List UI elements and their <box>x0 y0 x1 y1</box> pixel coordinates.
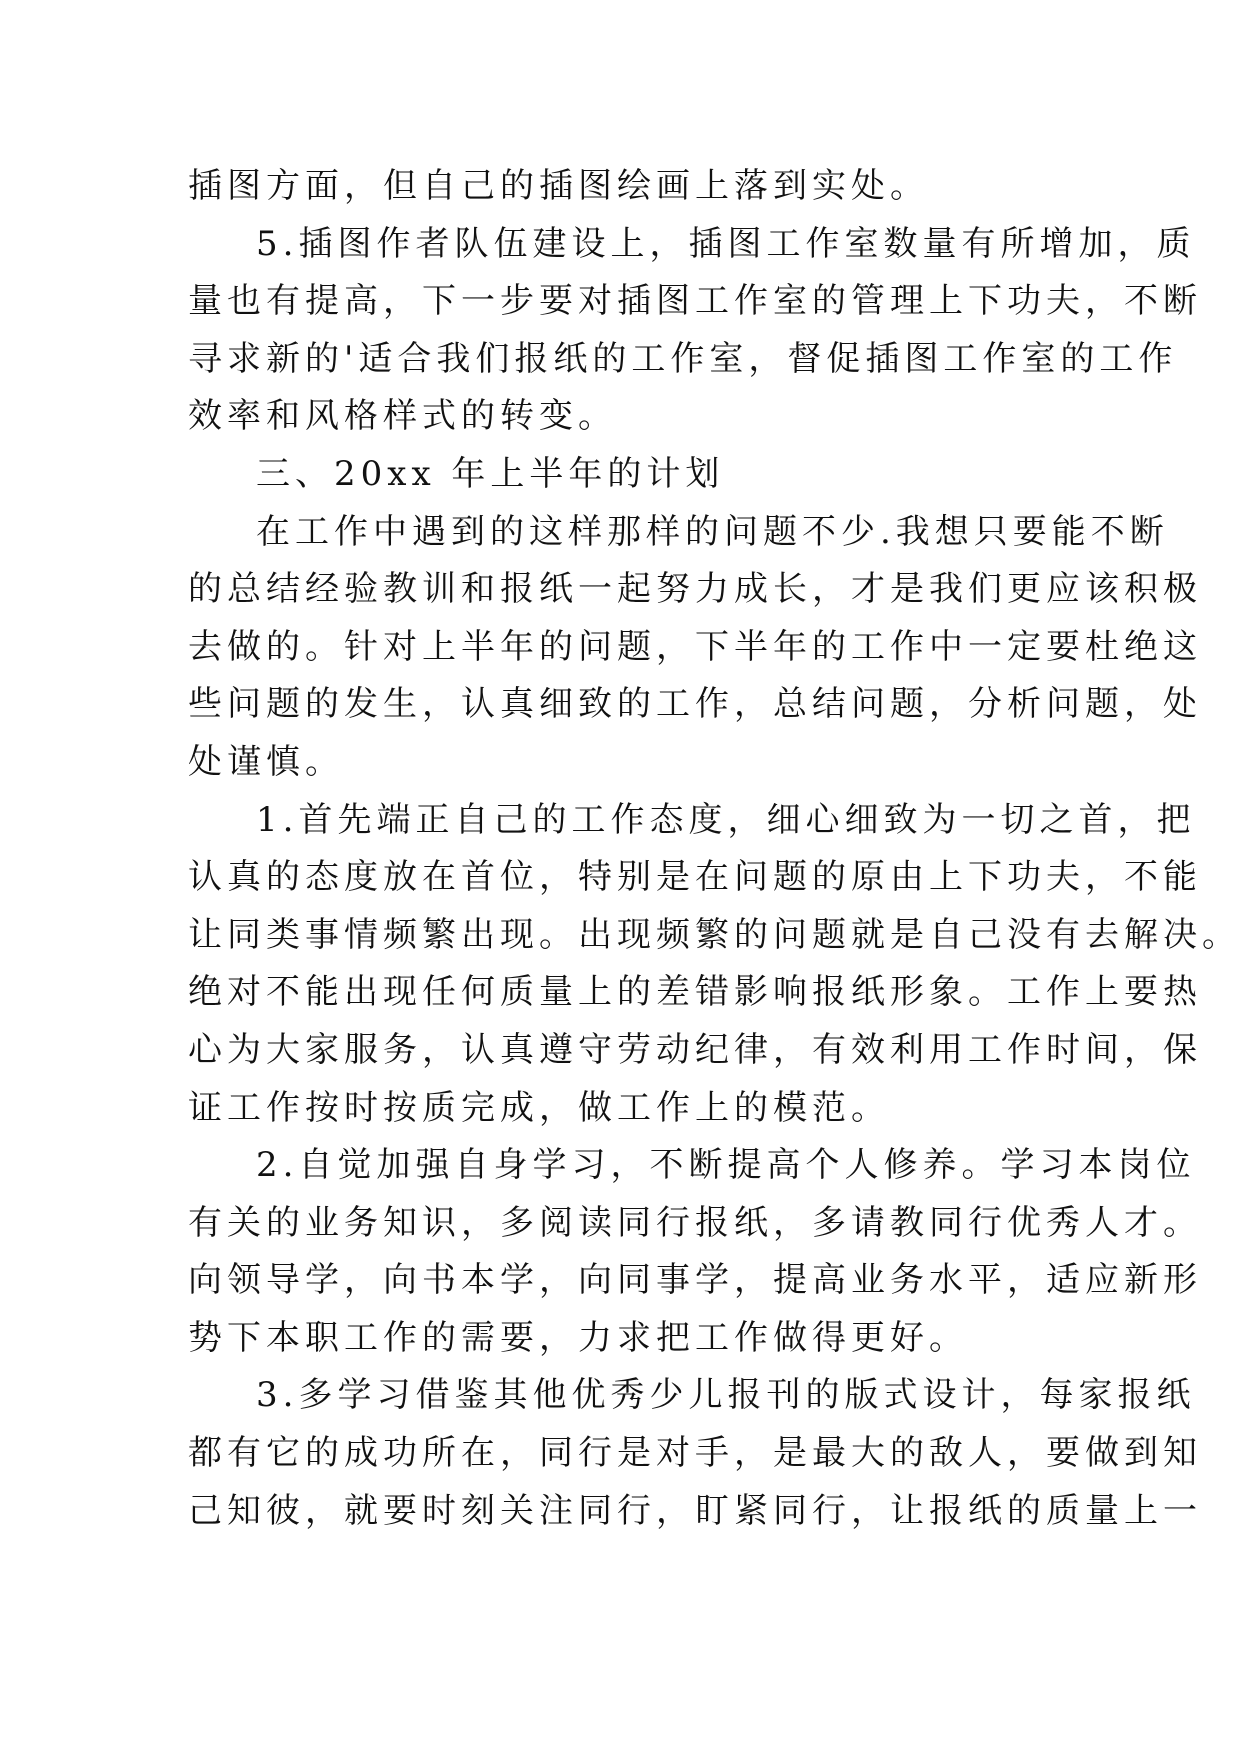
text-line: 效率和风格样式的转变。 <box>188 396 617 437</box>
text-line: 让同类事情频繁出现。出现频繁的问题就是自己没有去解决。 <box>188 914 1241 955</box>
document-body <box>188 158 1241 1540</box>
text-line: 势下本职工作的需要，力求把工作做得更好。 <box>188 1317 968 1358</box>
text-line: 些问题的发生，认真细致的工作，总结问题，分析问题，处 <box>188 684 1202 725</box>
text-line: 绝对不能出现任何质量上的差错影响报纸形象。工作上要热 <box>188 972 1202 1013</box>
text-line: 己知彼，就要时刻关注同行，盯紧同行，让报纸的质量上一 <box>188 1490 1202 1531</box>
text-line: 的总结经验教训和报纸一起努力成长，才是我们更应该积极 <box>188 569 1202 610</box>
text-line: 1.首先端正自己的工作态度，细心细致为一切之首，把 <box>256 799 1196 840</box>
text-line: 心为大家服务，认真遵守劳动纪律，有效利用工作时间，保 <box>188 1029 1202 1070</box>
text-line: 插图方面，但自己的插图绘画上落到实处。 <box>188 166 929 206</box>
text-line: 5.插图作者队伍建设上，插图工作室数量有所增加，质 <box>256 223 1196 264</box>
text-line: 去做的。针对上半年的问题，下半年的工作中一定要杜绝这 <box>188 626 1202 667</box>
text-line: 2.自觉加强自身学习，不断提高个人修养。学习本岗位 <box>256 1145 1196 1186</box>
text-line: 向领导学，向书本学，向同事学，提高业务水平，适应新形 <box>188 1260 1202 1301</box>
text-line: 量也有提高，下一步要对插图工作室的管理上下功夫，不断 <box>188 281 1202 322</box>
section-heading: 三、20xx 年上半年的计划 <box>256 453 725 494</box>
text-line: 认真的态度放在首位，特别是在问题的原由上下功夫，不能 <box>188 857 1202 898</box>
text-line: 处谨慎。 <box>188 741 344 782</box>
text-line: 寻求新的'适合我们报纸的工作室，督促插图工作室的工作 <box>188 338 1178 379</box>
text-line: 都有它的成功所在，同行是对手，是最大的敌人，要做到知 <box>188 1433 1202 1474</box>
text-line: 有关的业务知识，多阅读同行报纸，多请教同行优秀人才。 <box>188 1202 1202 1243</box>
text-line: 证工作按时按质完成，做工作上的模范。 <box>188 1087 890 1128</box>
text-line: 3.多学习借鉴其他优秀少儿报刊的版式设计，每家报纸 <box>256 1375 1196 1416</box>
text-line: 在工作中遇到的这样那样的问题不少.我想只要能不断 <box>256 511 1169 552</box>
